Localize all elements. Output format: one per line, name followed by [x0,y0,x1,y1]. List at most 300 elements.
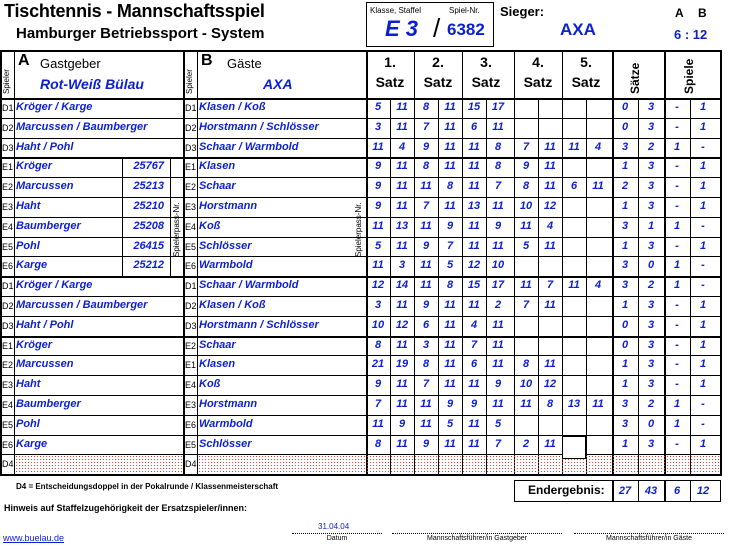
set-score[interactable]: 9 [446,219,454,232]
row-id-b: D2 [185,122,197,133]
saetze-value: 3 [621,279,629,292]
match-player-a[interactable]: Pohl [16,417,40,430]
spiele-value: - [675,200,679,212]
set-score[interactable]: 9 [374,200,382,212]
set-score[interactable]: 11 [468,140,480,153]
set-score[interactable]: 9 [374,160,382,173]
set-score[interactable]: 12 [395,318,409,331]
player-id-a: E2 [2,182,14,193]
row-id-a: D1 [2,281,14,292]
set-score[interactable]: 11 [396,239,408,252]
set-score[interactable]: 11 [444,358,456,371]
set-score[interactable]: 13 [467,200,481,212]
spielerpass-label: Spielerpass-Nr. [354,202,363,258]
set-score[interactable]: 6 [470,120,478,133]
set-score[interactable]: 10 [491,259,505,272]
set-score[interactable]: 11 [444,299,456,311]
set-score[interactable]: 9 [522,160,530,173]
player-pass-a[interactable]: 25210 [133,200,164,212]
set-score[interactable]: 9 [374,180,382,193]
row-id-b: E3 [185,202,197,212]
set-score[interactable]: 9 [422,239,430,252]
grid-line [0,435,722,436]
set-score[interactable]: 11 [544,140,556,153]
set-score[interactable]: 11 [468,437,480,450]
row-id-b: E6 [185,419,197,430]
set-score[interactable]: 11 [492,239,504,252]
set-score[interactable]: 7 [470,338,478,351]
grid-line [122,157,123,276]
set-score[interactable]: 10 [519,200,533,212]
spiele-value: - [675,239,679,252]
saetze-value: 3 [621,259,629,272]
set-score[interactable]: 7 [494,180,502,193]
player-pass-a[interactable]: 25767 [133,160,164,173]
grid-line [170,157,171,276]
set-score[interactable]: 7 [422,120,430,133]
saetze-value: 3 [647,378,655,391]
set-score[interactable]: 11 [492,120,504,133]
spiele-value: - [675,318,679,331]
set-score[interactable]: 7 [522,299,530,311]
team-b-name[interactable]: AXA [263,76,293,92]
row-id-b: E3 [185,400,197,410]
set-score[interactable]: 11 [444,338,456,351]
website-link[interactable]: www.buelau.de [3,533,65,543]
row-id-b: D4 [185,459,197,470]
set-score[interactable]: 5 [446,259,454,272]
set-score[interactable]: 11 [468,180,480,193]
player-name-b[interactable]: Koß [199,219,221,232]
saetze-value: 3 [621,398,629,410]
datum-value[interactable]: 31.04.04 [318,522,350,531]
klasse-label: Klasse, Staffel [370,6,421,15]
satz-number: 5. [580,54,592,70]
match-player-b[interactable]: Horstmann / Schlösser [199,318,319,331]
set-score[interactable]: 9 [422,299,430,311]
set-score[interactable]: 12 [543,378,557,391]
set-score[interactable]: 4 [594,140,602,153]
grid-line [562,50,563,474]
match-player-b[interactable]: Horstmann / Schlösser [199,120,319,133]
spiele-value: 1 [699,318,707,331]
grid-line [0,474,722,476]
spielnr-label: Spiel-Nr. [449,6,480,15]
set-score[interactable]: 17 [491,101,505,113]
set-score[interactable]: 6 [570,180,578,193]
grid-line [14,50,15,474]
set-score[interactable]: 11 [444,160,456,173]
player-pass-a[interactable]: 26415 [133,239,164,252]
end-saetze-a: 27 [618,485,632,497]
signature-line-gaeste [574,533,724,534]
set-score[interactable]: 8 [494,160,502,173]
match-player-b[interactable]: Schaar / Warmbold [199,279,299,292]
set-score[interactable]: 11 [468,417,480,430]
saetze-value: 1 [621,358,629,371]
saetze-value: 3 [647,239,655,252]
player-name-a[interactable]: Kröger [16,160,53,173]
grid-line [0,415,722,416]
set-score[interactable]: 11 [372,259,384,272]
set-score[interactable]: 11 [396,378,408,391]
player-id-a: E4 [2,221,14,232]
player-name-b[interactable]: Horstmann [199,200,258,212]
set-score[interactable]: 11 [396,398,408,410]
grid-line [638,480,639,502]
klasse-value[interactable]: E 3 [385,16,419,41]
set-score[interactable]: 11 [468,299,480,311]
set-score[interactable]: 5 [374,239,382,252]
set-score[interactable]: 11 [420,279,432,292]
saetze-value: 3 [647,318,655,331]
set-score[interactable]: 7 [522,140,530,153]
row-id-a: D1 [2,103,14,113]
set-score[interactable]: 9 [494,219,502,232]
datum-line [292,533,382,534]
set-score[interactable]: 11 [544,299,556,311]
grid-line [0,375,722,376]
set-score[interactable]: 11 [544,437,556,450]
player-name-a[interactable]: Karge [16,259,48,272]
set-score[interactable]: 4 [594,279,602,292]
saetze-value: 3 [647,101,655,113]
set-score[interactable]: 9 [374,378,382,391]
set-score[interactable]: 8 [374,338,382,351]
set-score[interactable]: 4 [546,219,554,232]
signature-line-gastgeber [392,533,562,534]
team-a-letter: A [18,52,30,69]
row-id-b: D1 [185,281,197,292]
satz-number: 4. [532,54,544,70]
row-id-b: E6 [185,261,197,272]
spiele-value: 1 [673,219,681,232]
spiele-value: - [701,417,705,430]
spiele-value: - [701,140,705,153]
set-score[interactable]: 8 [422,358,430,371]
spielerpass-label: Spielerpass-Nr. [172,202,181,258]
endergebnis-label: Endergebnis: [528,483,605,497]
set-score[interactable]: 11 [544,358,556,371]
set-score[interactable]: 17 [491,279,505,292]
player-name-b[interactable]: Klasen [199,160,236,173]
set-score[interactable]: 11 [420,259,432,272]
row-id-b: D3 [185,320,197,331]
set-score[interactable]: 11 [396,338,408,351]
spiele-value: - [675,120,679,133]
match-player-b[interactable]: Warmbold [199,417,253,430]
grid-line [0,336,722,338]
set-score[interactable]: 6 [470,358,478,371]
row-id-b: D2 [185,301,197,311]
set-score[interactable]: 12 [467,259,481,272]
set-score[interactable]: 11 [396,437,408,450]
player-name-b[interactable]: Warmbold [199,259,253,272]
set-score[interactable]: 5 [446,417,454,430]
spiele-value: 1 [699,200,707,212]
satz-label: Satz [523,74,553,90]
set-score[interactable]: 11 [592,180,604,193]
set-score[interactable]: 11 [444,200,456,212]
match-player-b[interactable]: Koß [199,378,221,391]
match-player-a[interactable]: Haht / Pohl [16,318,74,331]
grid-line [0,98,722,99]
spiele-value: 1 [699,180,707,193]
set-score[interactable]: 8 [494,140,502,153]
match-player-a[interactable]: Kröger / Karge [16,101,93,113]
match-player-b[interactable]: Klasen / Koß [199,299,266,311]
spiele-value: - [675,299,679,311]
set-score[interactable]: 11 [420,398,432,410]
set-score[interactable]: 9 [446,398,454,410]
set-score[interactable]: 8 [374,437,382,450]
set-score[interactable]: 11 [420,417,432,430]
set-score[interactable]: 11 [444,120,456,133]
team-a-label: Gastgeber [40,56,101,71]
endergebnis-box [514,480,721,502]
player-pass-a[interactable]: 25208 [133,219,164,232]
player-name-b[interactable]: Schaar [199,180,236,193]
footnote: D4 = Entscheidungsdoppel in der Pokalrunde / Klassenmeisterschaft [16,482,279,491]
set-score[interactable]: 11 [492,398,504,410]
player-name-b[interactable]: Schlösser [199,239,252,252]
grid-line [0,316,722,317]
spiele-value: 1 [699,358,707,371]
set-score[interactable]: 11 [492,358,504,371]
sieger-value[interactable]: AXA [560,20,596,39]
row-id-a: D2 [2,301,14,311]
spiele-value: 1 [673,140,681,153]
match-player-b[interactable]: Schlösser [199,437,252,450]
saetze-value: 3 [647,338,655,351]
set-score[interactable]: 11 [396,120,408,133]
datum-label: Datum [326,535,348,542]
set-score[interactable]: 11 [444,318,456,331]
set-score[interactable]: 11 [396,180,408,193]
set-score[interactable]: 12 [371,279,385,292]
set-score[interactable]: 8 [446,180,454,193]
set-score[interactable]: 11 [444,140,456,153]
spiele-value: - [701,259,705,272]
set-score[interactable]: 8 [422,160,430,173]
match-player-a[interactable]: Haht / Pohl [16,140,74,153]
grid-line [0,355,722,356]
active-cell[interactable] [562,436,586,460]
row-id-b: E4 [185,380,197,391]
spieler-label: Spieler [185,69,194,94]
set-score[interactable]: 11 [520,398,532,410]
match-player-a[interactable]: Marcussen [16,358,74,371]
set-score[interactable]: 11 [372,140,384,153]
col-a-label: A [675,6,684,20]
set-score[interactable]: 8 [546,398,554,410]
row-id-b: E5 [185,241,197,252]
saetze-value: 2 [621,180,629,193]
saetze-value: 2 [647,398,655,410]
set-score[interactable]: 11 [372,417,384,430]
set-score[interactable]: 19 [395,358,409,371]
col-b-label: B [698,6,707,20]
satz-number: 3. [480,54,492,70]
spiele-value: 1 [673,259,681,272]
set-score[interactable]: 9 [422,140,430,153]
set-score[interactable]: 11 [372,219,384,232]
set-score[interactable]: 11 [420,180,432,193]
set-score[interactable]: 7 [494,437,502,450]
set-score[interactable]: 9 [398,417,406,430]
match-player-a[interactable]: Kröger / Karge [16,279,93,292]
set-score[interactable]: 11 [468,239,480,252]
saetze-value: 1 [621,437,629,450]
grid-line [0,138,722,139]
sieger-label: Sieger: [500,4,545,19]
match-player-b[interactable]: Klasen / Koß [199,101,266,113]
set-score[interactable]: 12 [543,200,557,212]
set-score[interactable]: 11 [396,160,408,173]
set-score[interactable]: 11 [396,299,408,311]
saetze-value: 1 [621,160,629,173]
set-score[interactable]: 11 [396,101,408,113]
set-score[interactable]: 21 [371,358,385,371]
set-score[interactable]: 15 [467,279,481,292]
match-player-b[interactable]: Schaar / Warmbold [199,140,299,153]
set-score[interactable]: 8 [522,180,530,193]
row-id-b: D1 [185,103,197,113]
set-score[interactable]: 14 [395,279,409,292]
saetze-value: 3 [621,219,629,232]
set-score[interactable]: 10 [371,318,385,331]
satz-number: 2. [432,54,444,70]
set-score[interactable]: 15 [467,101,481,113]
set-score[interactable]: 11 [520,219,532,232]
set-score[interactable]: 8 [422,101,430,113]
spiele-value: - [701,219,705,232]
set-score[interactable]: 11 [468,160,480,173]
row-id-a: E4 [2,400,14,410]
saetze-value: 0 [621,101,629,113]
set-score[interactable]: 9 [422,437,430,450]
match-player-a[interactable]: Haht [16,378,41,391]
row-id-b: D3 [185,142,197,153]
set-score[interactable]: 11 [444,378,456,391]
row-id-b: E2 [185,340,197,351]
match-player-a[interactable]: Marcussen / Baumberger [16,299,148,311]
player-pass-a[interactable]: 25213 [133,180,164,193]
row-id-a: D4 [2,459,14,470]
match-player-b[interactable]: Horstmann [199,398,258,410]
match-player-a[interactable]: Karge [16,437,48,450]
row-id-b: E1 [185,162,197,173]
match-player-b[interactable]: Schaar [199,338,236,351]
set-score[interactable]: 11 [492,200,504,212]
match-player-b[interactable]: Klasen [199,358,236,371]
spiele-value: 1 [699,437,707,450]
set-score[interactable]: 7 [422,200,430,212]
set-score[interactable]: 9 [494,378,502,391]
player-name-a[interactable]: Haht [16,200,41,212]
set-score[interactable]: 11 [468,378,480,391]
match-player-a[interactable]: Marcussen / Baumberger [16,120,148,133]
set-score[interactable]: 11 [444,101,456,113]
set-score[interactable]: 7 [422,378,430,391]
team-a-name[interactable]: Rot-Weiß Bülau [40,76,144,92]
slash: / [433,13,441,43]
set-score[interactable]: 11 [544,160,556,173]
set-score[interactable]: 13 [567,398,581,410]
page-subtitle: Hamburger Betriebssport - System [16,25,265,42]
set-score[interactable]: 5 [494,417,502,430]
set-score[interactable]: 4 [398,140,406,153]
set-score[interactable]: 11 [444,437,456,450]
set-score[interactable]: 9 [470,398,478,410]
row-id-b: E2 [185,182,197,193]
player-id-a: E1 [2,162,14,173]
set-score[interactable]: 11 [544,180,556,193]
spiele-value: - [675,358,679,371]
set-score[interactable]: 13 [395,219,409,232]
set-score[interactable]: 5 [374,101,382,113]
player-name-a[interactable]: Pohl [16,239,40,252]
row-id-a: E6 [2,439,14,450]
set-score[interactable]: 3 [422,338,430,351]
set-score[interactable]: 11 [544,239,556,252]
player-name-a[interactable]: Baumberger [16,219,81,232]
set-score[interactable]: 8 [522,358,530,371]
set-score[interactable]: 7 [546,279,554,292]
saetze-value: 0 [621,318,629,331]
set-score[interactable]: 3 [374,120,382,133]
row-id-a: D3 [2,142,14,153]
set-score[interactable]: 7 [374,398,382,410]
set-score[interactable]: 6 [422,318,430,331]
set-score[interactable]: 11 [568,279,580,292]
set-score[interactable]: 2 [522,437,530,450]
set-score[interactable]: 11 [468,219,480,232]
set-score[interactable]: 11 [492,318,504,331]
set-score[interactable]: 11 [592,398,604,410]
set-score[interactable]: 11 [520,279,532,292]
set-score[interactable]: 11 [396,200,408,212]
player-name-a[interactable]: Marcussen [16,180,74,193]
row-id-a: D2 [2,122,14,133]
satz-label: Satz [571,74,601,90]
grid-line [0,296,722,297]
player-pass-a[interactable]: 25212 [133,259,164,272]
set-score[interactable]: 2 [494,299,502,311]
set-score[interactable]: 10 [519,378,533,391]
spiele-value: - [675,437,679,450]
row-id-b: E4 [185,221,197,232]
match-player-a[interactable]: Baumberger [16,398,81,410]
spielnr-value[interactable]: 6382 [447,20,485,39]
set-score[interactable]: 5 [522,239,530,252]
set-score[interactable]: 7 [446,239,454,252]
spiele-value: 1 [673,398,681,410]
set-score[interactable]: 3 [374,299,382,311]
grid-line [514,50,515,474]
set-score[interactable]: 3 [398,259,406,272]
set-score[interactable]: 4 [470,318,478,331]
spiele-value: 1 [699,338,707,351]
set-score[interactable]: 11 [492,338,504,351]
set-score[interactable]: 11 [420,219,432,232]
set-score[interactable]: 11 [568,140,580,153]
row-id-a: E3 [2,380,14,391]
grid-line [720,50,722,474]
set-score[interactable]: 8 [446,279,454,292]
signature-label-gaeste: Mannschaftsführer/in Gäste [606,535,692,542]
match-player-a[interactable]: Kröger [16,338,53,351]
